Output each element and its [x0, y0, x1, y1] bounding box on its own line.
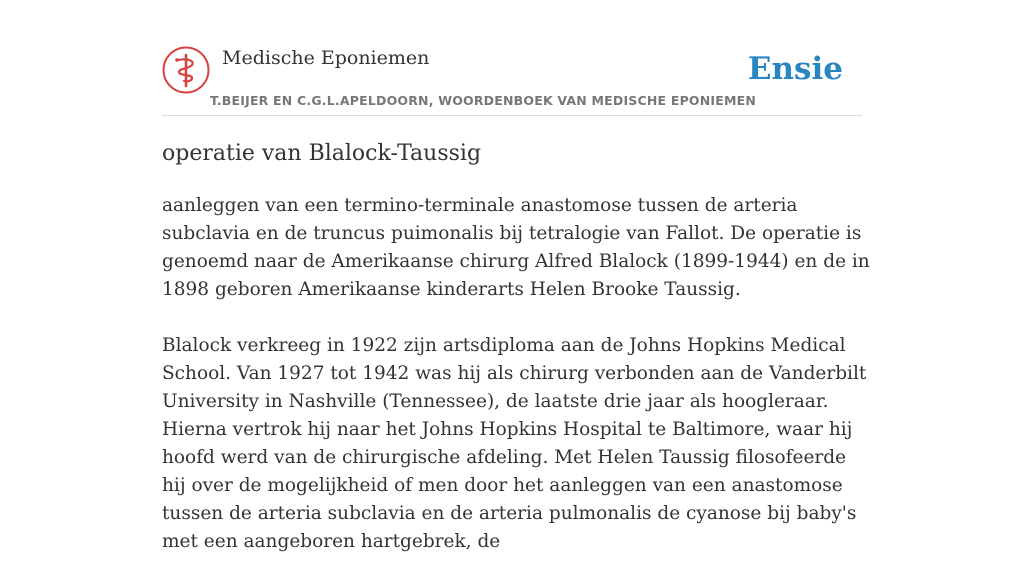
header — [162, 46, 862, 116]
site-name[interactable]: Medische Eponiemen — [222, 47, 430, 69]
page-title: operatie van Blalock-Taussig — [162, 141, 482, 166]
paragraph: Blalock verkreeg in 1922 zijn artsdiploma aan de Johns Hopkins Medical School. Van 1927 tot 1942 was hij als chirurg verbonden aan de Vanderbilt University in Nashville (Tennessee), de laatste drie jaar als hoogleraar. Hierna vertrok hij naar het Johns Hopkins Hospital te Baltimore, waar hij hoofd werd van de chirurgische afdeling. Met Helen Taussig filosofeerde hij over de mogelijkheid of men door het aanleggen van een anastomose tussen de arteria subclavia en de arteria pulmonalis de cyanose bij baby's met een aangeboren hartgebrek, de — [162, 335, 867, 552]
paragraph: aanleggen van een termino-terminale anastomose tussen de arteria subclavia en de truncus puimonalis bij tetralogie van Fallot. De operatie is genoemd naar de Amerikaanse chirurg Alfred Blalock (1899-1944) en de in 1898 geboren Amerikaanse kinderarts Helen Brooke Taussig. — [162, 195, 870, 300]
caduceus-icon[interactable] — [162, 46, 210, 94]
header-divider — [162, 115, 862, 116]
article-body — [162, 192, 874, 584]
brand-logo[interactable]: Ensie — [747, 51, 843, 87]
source-subtitle[interactable]: T.BEIJER EN C.G.L.APELDOORN, WOORDENBOEK VAN MEDISCHE EPONIEMEN — [210, 93, 757, 108]
